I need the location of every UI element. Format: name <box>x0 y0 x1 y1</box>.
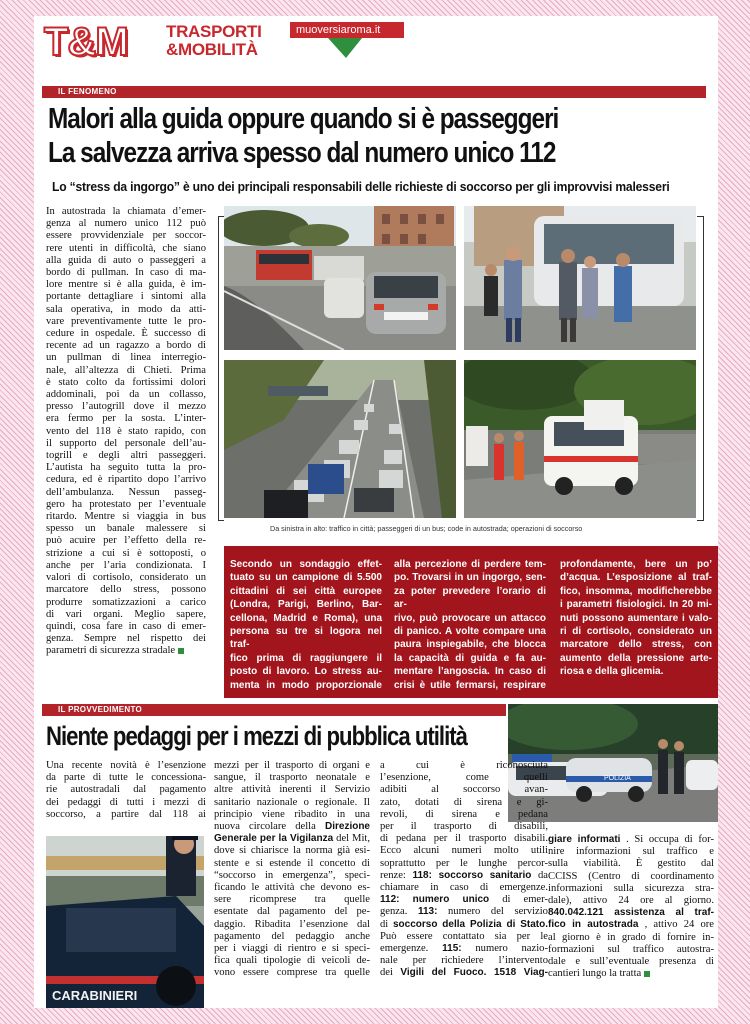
text-line: menta in modo proporzionale <box>230 679 382 691</box>
text-line: gero ha protestato per l’eventuale <box>46 498 206 510</box>
text-span: . Si occupa di for- <box>626 834 715 845</box>
bold-text: Direzione <box>324 821 370 833</box>
text-line: persona su tre si logora nel traf- <box>230 626 382 651</box>
text-line: po. Trovarsi in un ingorgo, sen- <box>394 572 546 584</box>
text-line: togrill e degli altri passeggeri. <box>46 450 206 462</box>
headline-line2: La salvezza arriva spesso dal numero unico 112 <box>48 137 556 169</box>
text-line: l’esenzione, come quelli <box>380 772 548 784</box>
bold-text: 118: soccorso sanitario <box>412 869 532 881</box>
bold-text: giare informati <box>548 834 621 845</box>
text-line: daggio. Ribadita l’esenzione dal <box>214 918 370 930</box>
magazine-page <box>34 16 718 1008</box>
text-line: cittadini di sei città europee <box>230 585 382 597</box>
text-line: il supporto del personale dell’au- <box>46 437 206 449</box>
text-line: marcatore dello stress, possono <box>46 584 206 596</box>
text-line: parametri di sicurezza stradale <box>46 645 206 657</box>
text-line: marcatore dello stress, con <box>560 639 712 651</box>
text-span: , attivo 24 ore <box>644 919 714 931</box>
text-line: è stato colto da fortissimi dolori <box>46 376 206 388</box>
text-line: rivo, può provocare un attacco <box>394 612 546 624</box>
text-line: la capacità di guida e fa au- <box>394 652 546 664</box>
bold-text: soccorso della Polizia di Stato. <box>392 918 548 930</box>
text-span: emergenze. <box>380 943 429 955</box>
text-line: lore mentre si è alla guida, è im- <box>46 279 206 291</box>
text-line <box>380 906 548 918</box>
text-line <box>548 919 714 931</box>
text-line: cedura, ed è ripartito dopo l’arrivo <box>46 474 206 486</box>
bold-text: 840.042.121 assistenza al traf- <box>548 907 714 919</box>
photo-city-traffic <box>224 206 456 350</box>
text-line <box>380 943 548 955</box>
logo-line1: TRASPORTI <box>166 22 262 41</box>
frame-tick <box>697 216 703 217</box>
text-span: da <box>537 869 548 881</box>
text-span: numero nazio- <box>475 943 548 955</box>
red-box-column-1 <box>230 558 382 692</box>
text-line: bordo di pullman. In caso di ma- <box>46 267 206 279</box>
bold-text: Vigili del Fuoco. 1518 Viag- <box>400 967 548 979</box>
text-line: principio viene ribadito in una <box>214 808 370 820</box>
text-line: fico prima di raggiungere il <box>230 652 382 664</box>
frame-tick <box>697 520 703 521</box>
text-line <box>380 870 548 882</box>
text-line: cantieri lungo la tratta <box>548 968 714 980</box>
bold-text: 113: <box>417 906 438 918</box>
bold-text: fico in autostrada <box>548 919 639 931</box>
text-line: sala operativa, in modo da atti- <box>46 303 206 315</box>
text-line: d’acqua. L’esposizione al traf- <box>560 572 712 584</box>
text-line: L’autista ha seguito tutta la pro- <box>46 462 206 474</box>
end-mark-icon <box>178 648 184 654</box>
red-box-column-2 <box>394 558 546 692</box>
text-line: rere utenti in difficoltà, che siano <box>46 242 206 254</box>
text-line: informazioni sulla sicurezza stra- <box>548 882 714 894</box>
text-line: i parametri fisiologici. In 20 mi- <box>560 599 712 611</box>
text-line: crisi è utile fermarsi, respirare <box>394 679 546 691</box>
text-line: pagamento del pedaggio anche <box>214 930 370 942</box>
article2-column-1 <box>46 760 206 821</box>
text-line: ficando le attività che devono es- <box>214 882 370 894</box>
text-line: formazioni sul traffico autostra- <box>548 943 714 955</box>
text-line: addominali, poi da un collasso, <box>46 389 206 401</box>
text-line: paura inspiegabile, che blocca <box>394 639 546 651</box>
text-line <box>380 919 548 931</box>
text-line: dove si chiarisce la norma già esi- <box>214 845 370 857</box>
text-line: fico, insomma, modificherebbe <box>560 585 712 597</box>
text-span: dei <box>380 967 393 979</box>
text-line: CCISS (Centro di coordinamento <box>548 870 714 882</box>
text-line: (Londra, Parigi, Berlino, Bar- <box>230 599 382 611</box>
text-line: per i viaggi di rientro e si speci- <box>214 943 370 955</box>
photo-highway-queue <box>224 360 456 518</box>
logo-line2: &MOBILITÀ <box>166 40 258 59</box>
text-line: di pedana per il trasporto disabili. <box>380 833 548 845</box>
text-line: ritardo. Mentre si viaggia in bus <box>46 511 206 523</box>
text-line: a cui è riconosciuta <box>380 760 548 771</box>
text-line: fica quali tipologie di veicoli de- <box>214 955 370 967</box>
bold-text: 115: <box>442 943 462 955</box>
text-line: di panico. A volte compare una <box>394 626 546 638</box>
text-line: “soccorso in emergenza”, speci- <box>214 869 370 881</box>
text-line: portante dettagliare i sintomi alla <box>46 291 206 303</box>
site-link[interactable]: muoversiaroma.it <box>290 22 404 38</box>
text-line: sangue, il trasporto neonatale e <box>214 772 370 784</box>
text-line: nuti possono aumentare i valo- <box>560 612 712 624</box>
text-line <box>380 894 548 906</box>
text-line: può acuire per l’effetto della re- <box>46 535 206 547</box>
end-mark-icon <box>644 971 650 977</box>
text-line: genza. Sempre nel rispetto dei <box>46 633 206 645</box>
text-line: genza al numero unico 112 può <box>46 218 206 230</box>
text-line: sere ricomprese tra quelle <box>214 894 370 906</box>
text-line: profondamente, bere un po’ <box>560 559 712 570</box>
frame-line-right <box>703 216 704 521</box>
bold-text: Generale per la Vigilanza <box>214 833 334 845</box>
text-line: nale, all’altezza di Chieti. Prima <box>46 364 206 376</box>
text-line: da parte di tutte le concessiona- <box>46 772 206 784</box>
photo-rescue-operations <box>464 360 696 518</box>
bold-text: 112: numero unico <box>380 894 490 906</box>
text-line: mentare l’angoscia. In caso di <box>394 666 546 678</box>
photo-caption: Da sinistra in alto: traffico in città; passeggeri di un bus; code in autostrada; operazioni di soccorso <box>270 524 583 533</box>
text-line: vono essere comprese tra quelle <box>214 967 370 979</box>
text-line: spesso un banale malessere si <box>46 523 206 535</box>
article-body-column <box>46 206 206 658</box>
text-line: cedure in ospedale. È successo di <box>46 328 206 340</box>
text-line: tuato su un campione di 5.500 <box>230 572 382 584</box>
text-line: dale), attivo 24 ore al giorno. <box>548 895 714 907</box>
text-line: rie autostradali dal pagamento <box>46 784 206 796</box>
photo-bus-passengers <box>464 206 696 350</box>
text-line: nire informazioni sul traffico e <box>548 846 714 858</box>
green-flag-icon <box>328 38 362 58</box>
text-line: al giorno è in grado di fornire in- <box>548 931 714 943</box>
text-span: renze: <box>380 869 406 881</box>
text-line: essere provvidenziale per soccor- <box>46 230 206 242</box>
police-lettering: POLIZIA <box>604 775 631 782</box>
article-headline <box>48 102 558 170</box>
text-line: per il trasporto di disabili, <box>380 821 548 833</box>
text-span: di emer- <box>502 894 548 906</box>
text-line: stente e si estende il concetto di <box>214 857 370 869</box>
text-line: mezzi per il trasporto di organi e <box>214 760 370 771</box>
text-line: alla guida di auto o passeggeri a <box>46 254 206 266</box>
text-line: adibiti al soccorso avan- <box>380 784 548 796</box>
text-line <box>548 834 714 846</box>
text-line: Può essere contattato sia per le <box>380 930 548 942</box>
article2-headline: Niente pedaggi per i mezzi di pubblica utilità <box>46 721 467 751</box>
text-line: anche per l’aria condizionata. I <box>46 559 206 571</box>
text-span: numero del servizio <box>447 906 548 918</box>
text-line: Una recente novità è l’esenzione <box>46 760 206 771</box>
red-box-column-3 <box>560 558 712 679</box>
text-line: sulla viabilità. È gestito dal <box>548 858 714 870</box>
logo-text <box>166 23 262 59</box>
text-line <box>380 967 548 979</box>
text-line: esentate dal pagamento del pe- <box>214 906 370 918</box>
text-line: dale e sull’eventuale presenza di <box>548 956 714 968</box>
article-deck: Lo “stress da ingorgo” è uno dei principali responsabili delle richieste di soccorso per gli improvvisi malesseri <box>52 180 670 194</box>
text-line <box>214 833 370 845</box>
photo-carabinieri-car <box>46 836 204 1008</box>
text-span: di <box>380 918 389 930</box>
text-line: ri di cortisolo, considerato un <box>560 626 712 638</box>
article2-column-4 <box>548 834 714 980</box>
text-line: riosa e della glicemia. <box>560 666 664 678</box>
text-line: valori di cortisolo, considerato un <box>46 572 206 584</box>
text-span: genza. <box>380 906 408 918</box>
text-span: del Mit, <box>336 833 371 845</box>
headline-line1: Malori alla guida oppure quando si è passeggeri <box>48 103 559 135</box>
text-line: revoli, di sirena e pedana <box>380 808 548 820</box>
article2-column-3 <box>380 760 548 980</box>
text-line: cellona, Madrid e Roma), una <box>230 612 382 624</box>
text-line: di vari organi. Meglio sapere, <box>46 608 206 620</box>
text-line: nale per richiedere l’intervento <box>380 955 548 967</box>
text-line: posto di lavoro. Lo stress au- <box>230 666 382 678</box>
article2-column-2 <box>214 760 370 980</box>
frame-line-left <box>218 216 219 521</box>
text-line: vento del 118 è stato rapido, con <box>46 425 206 437</box>
text-line: era fermo per la sosta. L’inter- <box>46 413 206 425</box>
text-line: recente ad un ragazzo a bordo di <box>46 340 206 352</box>
text-line: un pullman di linea interregio- <box>46 352 206 364</box>
section-kicker-provvedimento: IL PROVVEDIMENTO <box>42 704 506 716</box>
logo <box>40 16 286 68</box>
text-line: zato, dotati di sirena e gi- <box>380 796 548 808</box>
text-line: soprattutto per le lunghe percor- <box>380 857 548 869</box>
text-line: aumento della pressione arte- <box>560 652 712 664</box>
text-line: nuova circolare della Direzione <box>214 821 370 833</box>
text-line: presso l’autogrill dove il mezzo <box>46 401 206 413</box>
section-kicker-fenomeno: IL FENOMENO <box>42 86 706 98</box>
text-line: altre attività inerenti il Servizio <box>214 784 370 796</box>
text-line: za poter prevedere l’orario di ar- <box>394 585 546 611</box>
text-line: Secondo un sondaggio effet- <box>230 559 382 570</box>
logo-mark: T&M <box>44 20 128 64</box>
text-line: quindi, cosa fare in caso di emer- <box>46 620 206 632</box>
text-line: dei pedaggi di tutti i mezzi di <box>46 796 206 808</box>
text-line: dell’ambulanza. Nessun passeg- <box>46 486 206 498</box>
carabinieri-lettering: CARABINIERI <box>52 988 138 1003</box>
text-line: vare preventivamente tutte le pro- <box>46 315 206 327</box>
text-line: soccorso, a partire dal 118 ai <box>46 808 206 820</box>
text-line: alla percezione di perdere tem- <box>394 559 546 570</box>
text-line <box>548 907 714 919</box>
sidebar-red-box <box>224 546 718 698</box>
text-line: sanitario nazionale o regionale. Il <box>214 796 370 808</box>
text-line: Ecco alcuni numeri molto utili <box>380 845 548 857</box>
text-line: In autostrada la chiamata d’emer- <box>46 206 206 217</box>
frame-tick <box>218 520 224 521</box>
text-line: produrre somatizzazioni a carico <box>46 596 206 608</box>
text-line: chiamare in caso di emergenze. <box>380 882 548 894</box>
text-line: strizione a cui si è sottoposti, o <box>46 547 206 559</box>
